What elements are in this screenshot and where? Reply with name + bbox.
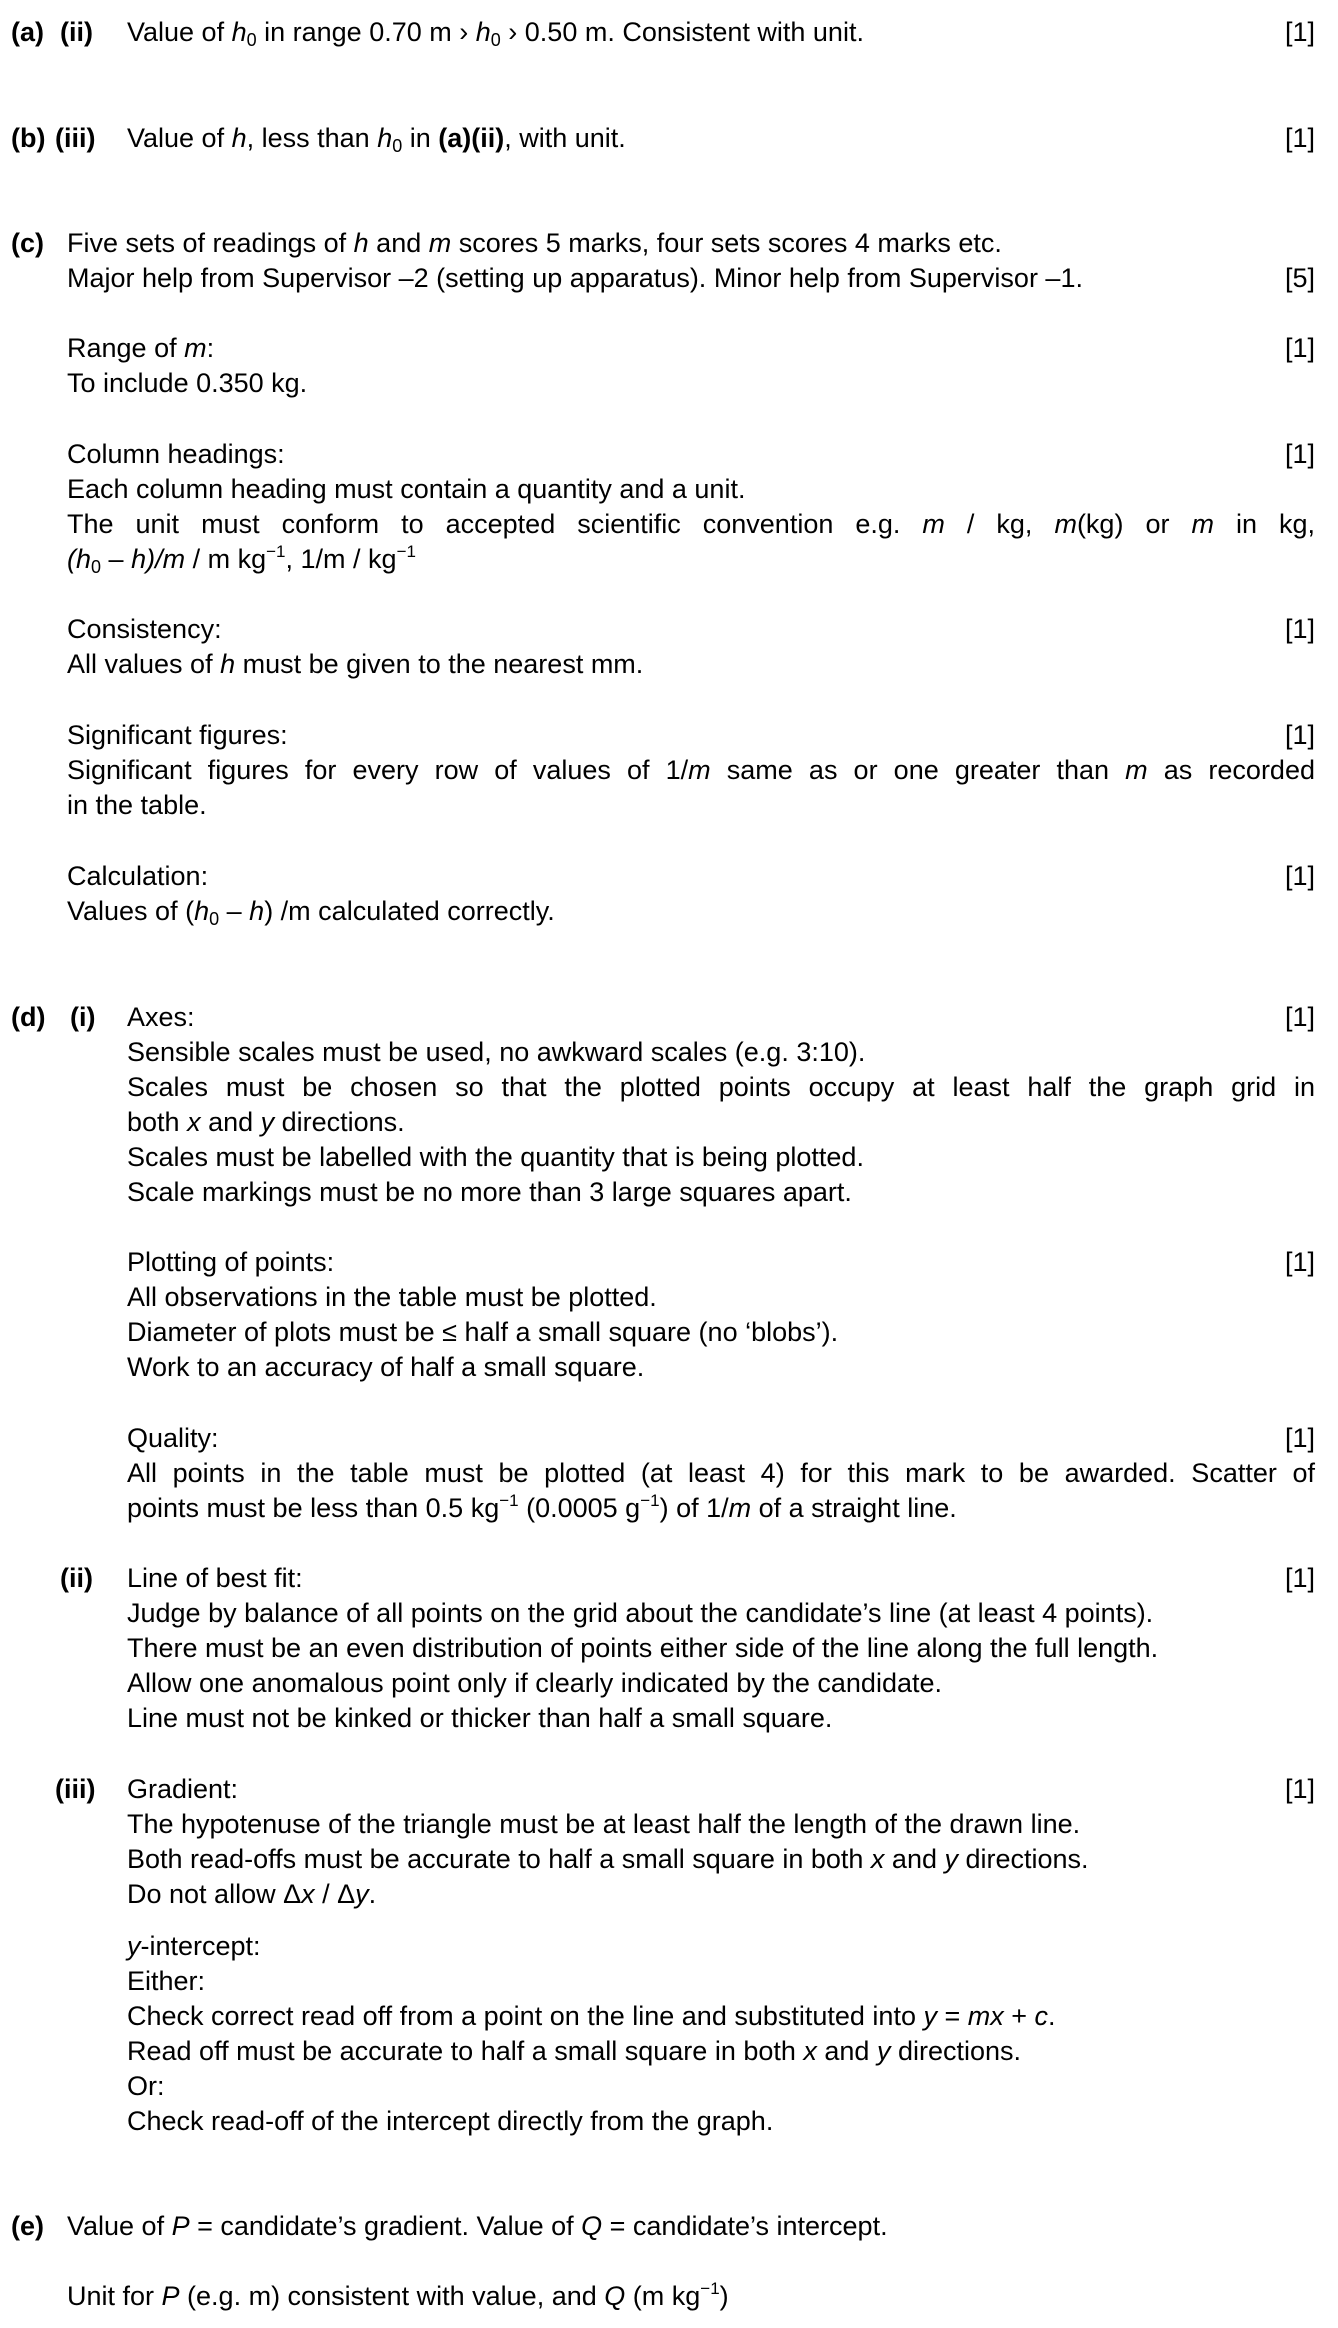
plotting-mark: [1]	[1284, 1247, 1315, 1277]
y-intercept-text-3: Check read-off of the intercept directly from the graph.	[127, 2106, 774, 2136]
y-intercept-or: Or:	[127, 2071, 165, 2101]
sig-figs-text-2: in the table.	[67, 790, 207, 820]
column-headings-text-2: The unit must conform to accepted scientific convention e.g. m / kg, m(kg) or m in kg,	[67, 509, 1315, 539]
consistency-text: All values of h must be given to the nearest mm.	[67, 649, 644, 679]
range-mark: [1]	[1284, 333, 1315, 363]
line-of-best-fit-text-1: Judge by balance of all points on the grid about the candidate’s line (at least 4 points).	[127, 1598, 1154, 1628]
axes-text-4: Scales must be labelled with the quantity that is being plotted.	[127, 1142, 864, 1172]
plotting-text-2: Diameter of plots must be ≤ half a small square (no ‘blobs’).	[127, 1317, 839, 1347]
line-of-best-fit-mark: [1]	[1284, 1563, 1315, 1593]
column-headings-text-1: Each column heading must contain a quantity and a unit.	[67, 474, 746, 504]
calculation-text: Values of $(h_0 - h)$ /m calculated correctly.	[67, 896, 555, 929]
part-c-supervisor-text: Major help from Supervisor –2 (setting up apparatus). Minor help from Supervisor –1.	[67, 263, 1083, 293]
y-intercept-either: Either:	[127, 1966, 206, 1996]
sig-figs-mark: [1]	[1284, 720, 1315, 750]
calculation-mark: [1]	[1284, 861, 1315, 891]
y-intercept-text-1: Check correct read off from a point on the line and substituted into y = mx + c.	[127, 2001, 1056, 2031]
part-b-text: Value of h, less than $h_0$ in (a)(ii), with unit.	[127, 123, 626, 156]
part-a-sub-label: (ii)	[60, 17, 93, 47]
gradient-text-2: Both read-offs must be accurate to half a small square in both x and y directions.	[127, 1844, 1089, 1874]
part-d-i-label: (i)	[70, 1002, 96, 1032]
gradient-text-3: Do not allow Δx / Δy.	[127, 1879, 377, 1909]
axes-text-3: both x and y directions.	[127, 1107, 405, 1137]
gradient-text-1: The hypotenuse of the triangle must be at least half the length of the drawn line.	[127, 1809, 1081, 1839]
part-b-mark: [1]	[1284, 123, 1315, 153]
part-c-readings-text: Five sets of readings of h and m scores 5 marks, four sets scores 4 marks etc.	[67, 228, 1002, 258]
column-headings-mark: [1]	[1284, 439, 1315, 469]
plotting-text-1: All observations in the table must be plotted.	[127, 1282, 657, 1312]
column-headings-text-3: $(h_0 - h)/m$ / m $kg^{-1}$, $1/m / kg^{-1}$	[67, 542, 416, 577]
part-c-readings-mark: [5]	[1284, 263, 1315, 293]
consistency-mark: [1]	[1284, 614, 1315, 644]
part-c-label: (c)	[11, 228, 44, 258]
part-b-label: (b)	[11, 123, 46, 153]
part-d-label: (d)	[11, 1002, 46, 1032]
gradient-mark: [1]	[1284, 1774, 1315, 1804]
line-of-best-fit-text-4: Line must not be kinked or thicker than half a small square.	[127, 1703, 833, 1733]
range-text: To include 0.350 kg.	[67, 368, 308, 398]
line-of-best-fit-text-3: Allow one anomalous point only if clearly indicated by the candidate.	[127, 1668, 942, 1698]
plotting-heading: Plotting of points:	[127, 1247, 335, 1277]
line-of-best-fit-text-2: There must be an even distribution of points either side of the line along the full length.	[127, 1633, 1159, 1663]
axes-text-2: Scales must be chosen so that the plotted points occupy at least half the graph grid in	[127, 1072, 1315, 1102]
line-of-best-fit-heading: Line of best fit:	[127, 1563, 303, 1593]
part-a-mark: [1]	[1284, 17, 1315, 47]
calculation-heading: Calculation:	[67, 861, 209, 891]
plotting-text-3: Work to an accuracy of half a small square.	[127, 1352, 645, 1382]
axes-heading: Axes:	[127, 1002, 195, 1032]
part-a-label: (a)	[11, 17, 44, 47]
sig-figs-text-1: Significant figures for every row of values of 1/m same as or one greater than m as recorded	[67, 755, 1315, 785]
part-d-ii-label: (ii)	[60, 1563, 93, 1593]
y-intercept-heading: y-intercept:	[127, 1931, 261, 1961]
gradient-heading: Gradient:	[127, 1774, 239, 1804]
quality-mark: [1]	[1284, 1423, 1315, 1453]
part-a-text: Value of $h_0$ in range 0.70 m › $h_0$ › 0.50 m. Consistent with unit.	[127, 17, 864, 50]
quality-text-2: points must be less than 0.5 $kg^{-1}$ (0.0005 $g^{-1}$) of 1/m of a straight line.	[127, 1491, 957, 1523]
range-heading: Range of m:	[67, 333, 215, 363]
axes-text-5: Scale markings must be no more than 3 large squares apart.	[127, 1177, 852, 1207]
axes-mark: [1]	[1284, 1002, 1315, 1032]
y-intercept-text-2: Read off must be accurate to half a small square in both x and y directions.	[127, 2036, 1022, 2066]
column-headings-heading: Column headings:	[67, 439, 285, 469]
part-e-text-1: Value of P = candidate’s gradient. Value of Q = candidate’s intercept.	[67, 2211, 888, 2241]
consistency-heading: Consistency:	[67, 614, 222, 644]
part-e-label: (e)	[11, 2211, 44, 2241]
part-e-text-2: Unit for P (e.g. m) consistent with value, and Q (m $kg^{-1}$)	[67, 2279, 729, 2311]
axes-text-1: Sensible scales must be used, no awkward scales (e.g. 3:10).	[127, 1037, 866, 1067]
sig-figs-heading: Significant figures:	[67, 720, 288, 750]
part-d-iii-label: (iii)	[55, 1774, 96, 1804]
part-b-sub-label: (iii)	[55, 123, 96, 153]
quality-heading: Quality:	[127, 1423, 219, 1453]
quality-text-1: All points in the table must be plotted (at least 4) for this mark to be awarded. Scatter of	[127, 1458, 1315, 1488]
